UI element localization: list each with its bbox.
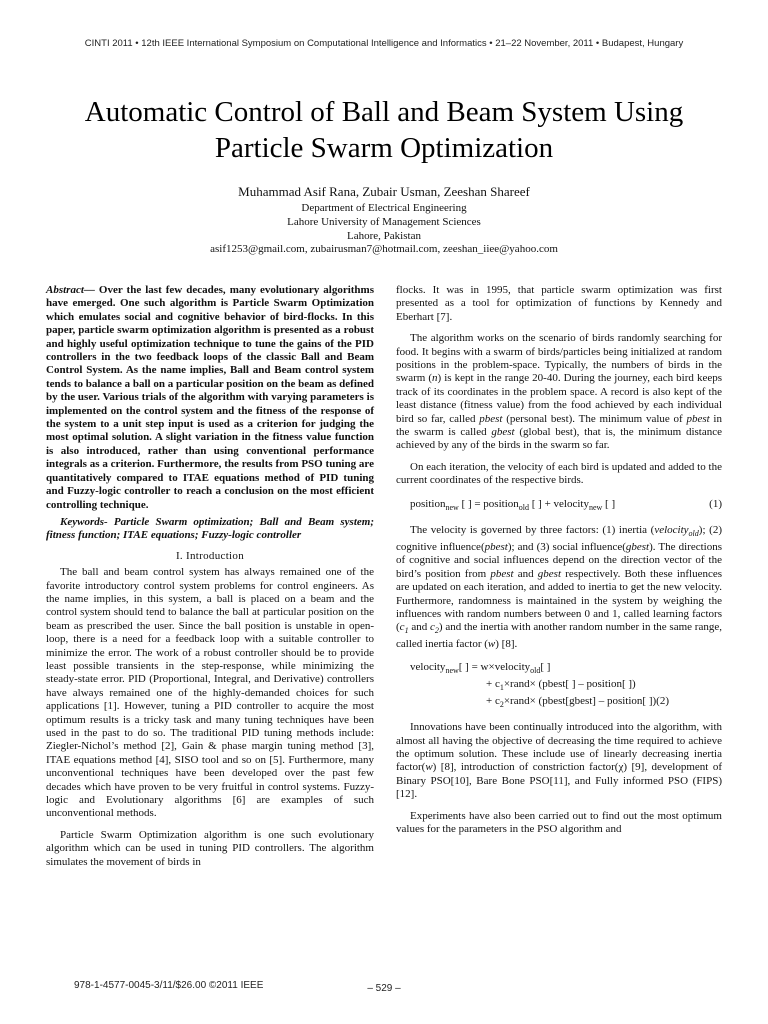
abstract xyxy=(46,284,374,512)
paper-title xyxy=(40,94,728,166)
equation-1 xyxy=(410,498,722,515)
university: Lahore University of Management Sciences xyxy=(287,216,481,228)
section-heading-introduction: I. Introduction xyxy=(175,549,245,562)
right-paragraph-2: The algorithm works on the scenario of birds randomly searching for food. It begins with a swarm of birds/particles being initialized at random positions in the problem-space. Typically, the numbers of birds in the swarm (n) is kept in the range 20-40. During the journey, each bird keeps track of its coordinates in the problem space. A record is also kept of the least distance (fitness value) from the food achieved by each individual bird so far, called pbest (personal best). The minimum value of pbest in the swarm is called gbest (global best), that is, the minimum distance achieved by any of the birds in the swarm so far. xyxy=(396,332,722,452)
right-column xyxy=(396,284,722,836)
author-emails: asif1253@gmail.com, zubairusman7@hotmail.com, zeeshan_iiee@yahoo.com xyxy=(210,243,558,255)
equation-2-line-2: + $c_1\times rand\times$ (pbest[ ] – position[ ]) xyxy=(486,677,636,693)
equation-2-line-1: velocity$_{new}$[ ] = w×velocity$_{old}$[ ] xyxy=(410,661,551,676)
authors: Muhammad Asif Rana, Zubair Usman, Zeeshan Shareef xyxy=(238,184,530,199)
conference-header: CINTI 2011 • 12th IEEE International Symposium on Computational Intelligence and Informatics • 21–22 November, 2011 • Budapest, Hungary xyxy=(84,38,684,49)
abstract-lead: Abstract— xyxy=(46,284,95,296)
right-paragraph-3: On each iteration, the velocity of each bird is updated and added to the current coordinates of the respective birds. xyxy=(396,460,722,487)
equation-2-number: (2) xyxy=(656,694,669,707)
copyright-footer: 978-1-4577-0045-3/11/$26.00 ©2011 IEEE xyxy=(74,980,264,991)
abstract-text: Over the last few decades, many evolutionary algorithms have emerged. One such algorithm is Particle Swarm Optimization which emulates social and cognitive behavior of bird-flocks. In this paper, particle swarm optimization algorithm is presented as a robust and highly useful optimization technique to tune the gains of the PID controllers in the two feedback loops of the classic Ball and Beam Control System. As the name implies, Ball and Beam control system tends to balance a ball on a particular position on the beam as defined by the user. Various trials of the algorithm with varying parameters is implemented on the control system and the fitness of the response of the system to a unit step input is used as a criterion for judging the most optimal solution. A slight variation in the fitness value function is also introduced, rather than using conventional performance integrals as a criterion. Furthermore, the results from PSO tuning are quantitatively compared to ITAE equations method of PID tuning and Fuzzy-logic controller to reach a conclusion on the most efficient controlling technique. xyxy=(46,284,374,511)
equation-2-line-3: + $c_2\times rand\times$ (pbest[gbest] – position[ ])(2) xyxy=(486,694,669,709)
keywords: Keywords- Particle Swarm optimization; Ball and Beam system; fitness function; ITAE equations; Fuzzy-logic controller xyxy=(46,515,374,542)
right-paragraph-1: flocks. It was in 1995, that particle swarm optimization was first presented as a tool for optimization of functions by Kennedy and Eberhart [7]. xyxy=(396,284,722,323)
intro-paragraph-1: The ball and beam control system has always remained one of the favorite introductory control system problems for control engineers. As the name implies, in this system, a ball is placed on a beam and the control system should tend to balance the ball at particular position on the beam as prescribed the user. Since the ball position is unstable in open-loop, there is a need for a feedback loop with a suitable controller to minimize the error. The work of a robust controller should be to provide least possible transients in the step-response, while minimizing the steady-state error. PID (Proportional, Integral, and Derivative) controllers have always remained one of the highly-demanded choices for such applications [1]. However, tuning a PID controller to acquire the most optimum results is a tricky task and many tuning techniques have been used in the past to do so. The traditional PID tuning methods include: Ziegler-Nichol’s method [2], Gain & phase margin tuning method [3], ITAE equations method [4], SISO tool and so on [5]. Furthermore, many unconventional techniques have been developed over the past few decades which have proven to be very fruitful in control systems. Fuzzy-logic and Evolutionary algorithms [6] are examples of such unconventional methods. xyxy=(46,566,374,820)
right-paragraph-5: Innovations have been continually introduced into the algorithm, with almost all having the objective of decreasing the time required to achieve the optimum solution. These include use of linearly decreasing inertia factor(w) [8], introduction of constriction factor(χ) [9], development of Binary PSO[10], Bare Bone PSO[11], and Fully informed PSO (FIPS) [12]. xyxy=(396,721,722,801)
page-number: – 529 – xyxy=(367,983,401,994)
department: Department of Electrical Engineering xyxy=(301,202,467,214)
equation-2 xyxy=(410,661,722,711)
title-line-1: Automatic Control of Ball and Beam System Using xyxy=(84,96,684,128)
equation-1-body: position$_{new}$ [ ] = position$_{old}$ [ ] + velocity$_{new}$ [ ] xyxy=(410,497,616,512)
left-column xyxy=(46,284,374,869)
right-paragraph-4: The velocity is governed by three factors: (1) inertia (velocity$_{old}$); (2) cognitive influence(pbest); and (3) social influence(gbest). The directions of cognitive and social influences depend on the direction vector of the bird’s position from pbest and gbest respectively. Both these influences are updated on each iteration, and added to inertia to get the new velocity. Furthermore, randomness is maintained in the system by weighing the influences with random numbers between 0 and 1, called learning factors ($c_1$ and $c_2$) and the inertia with another random number in the same range, called inertia factor (w) [8]. xyxy=(396,524,723,650)
title-line-2: Particle Swarm Optimization xyxy=(214,132,554,164)
right-paragraph-6: Experiments have also been carried out to find out the most optimum values for the parameters in the PSO algorithm and xyxy=(396,809,722,835)
equation-1-number: (1) xyxy=(709,497,722,510)
location: Lahore, Pakistan xyxy=(347,230,421,242)
intro-paragraph-2: Particle Swarm Optimization algorithm is one such evolutionary algorithm which can be used in tuning PID controllers. The algorithm simulates the movement of birds in xyxy=(46,828,374,868)
